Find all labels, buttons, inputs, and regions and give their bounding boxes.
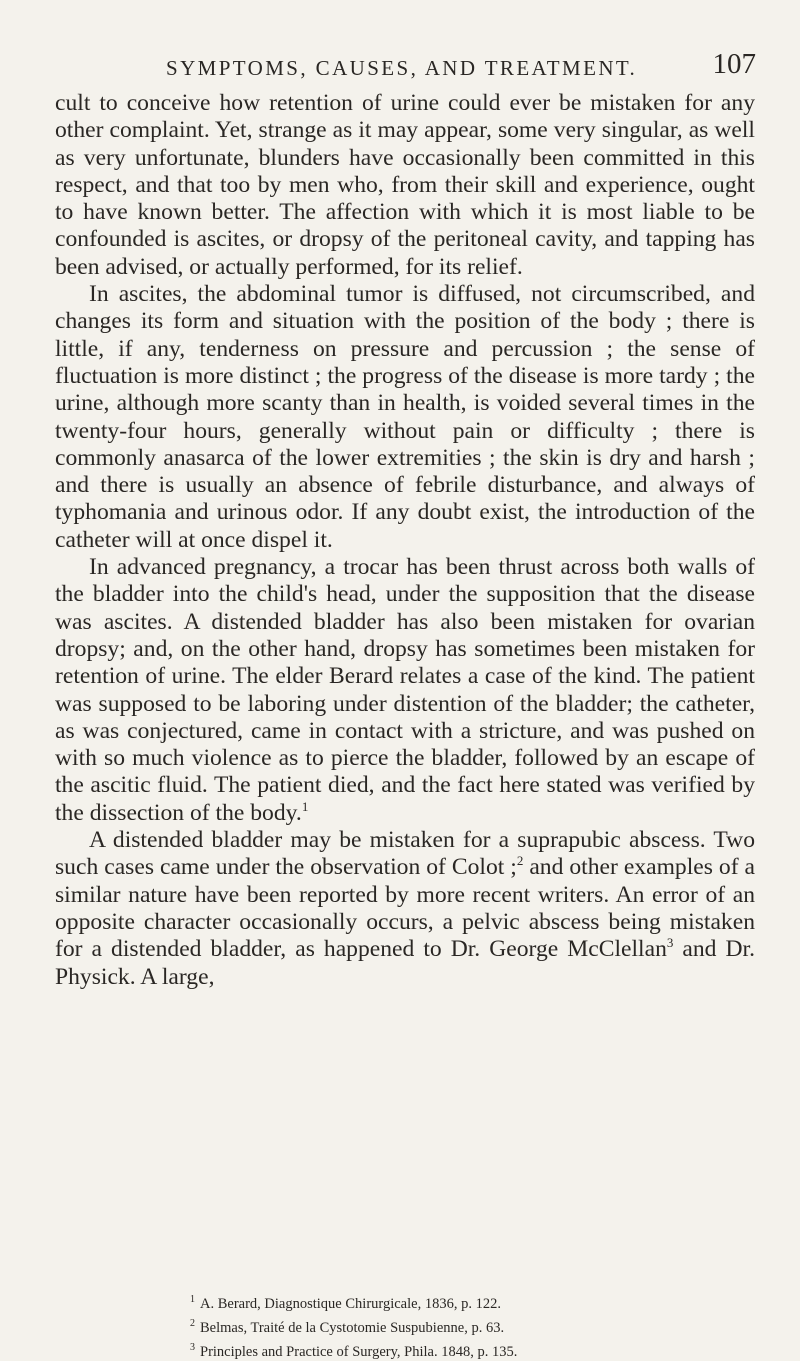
paragraph-4 — [55, 827, 755, 991]
paragraph-1: cult to conceive how retention of urine could ever be mistaken for any other complaint. Yet, strange as it may appear, some very singular, as well as very unfortunate, blunders have occasionally been committed in this respect, and that too by men who, from their skill and experience, ought to have known better. The affection with which it is most liable to be confounded is ascites, or dropsy of the peritoneal cavity, and tapping has been advised, or actually performed, for its relief. — [55, 90, 755, 280]
paragraph-3 — [55, 554, 755, 827]
page-header — [66, 48, 756, 88]
footnote-text-1: A. Berard, Diagnostique Chirurgicale, 1836, p. 122. — [200, 1295, 501, 1312]
footnote-ref-3: 3 — [666, 935, 674, 951]
footnote-text-3: Principles and Practice of Surgery, Phila. 1848, p. 135. — [200, 1343, 518, 1360]
body-text — [55, 90, 755, 991]
paragraph-3-text: In advanced pregnancy, a trocar has been thrust across both walls of the bladder into the child's head, under the supposition that the disease was ascites. A distended bladder has also been mistaken for ovarian dropsy; and, on the other hand, dropsy has sometimes been mistaken for retention of urine. The elder Berard relates a case of the kind. The patient was supposed to be laboring under distention of the bladder; the catheter, as was conjectured, came in contact with a stricture, and was pushed on with so much violence as to pierce the bladder, followed by an escape of the ascitic fluid. The patient died, and the fact here stated was verified by the dissection of the body. — [55, 554, 755, 826]
footnote-mark-2: 2 — [190, 1317, 195, 1329]
paragraph-4-text-a: A distended bladder may be mistaken for a suprapubic abscess. Two such cases came under the observation of Colot ; — [55, 827, 755, 881]
footnote-ref-2: 2 — [516, 853, 524, 869]
page-number: 107 — [712, 48, 756, 80]
paragraph-2: In ascites, the abdominal tumor is diffused, not circumscribed, and changes its form and situation with the position of the body ; there is little, if any, tenderness on pressure and percussion ; the sense of fluctuation is more distinct ; the progress of the disease is more tardy ; the urine, although more scanty than in health, is voided several times in the twenty-four hours, generally without pain or difficulty ; there is commonly anasarca of the lower extremities ; the skin is dry and harsh ; and there is usually an absence of febrile disturbance, and always of typhomania and urinous odor. If any doubt exist, the introduction of the catheter will at once dispel it. — [55, 281, 755, 553]
footnote-ref-1: 1 — [301, 798, 309, 814]
running-head: SYMPTOMS, CAUSES, AND TREATMENT. — [166, 56, 638, 80]
footnote-mark-3: 3 — [190, 1341, 195, 1353]
footnote-1 — [190, 1290, 750, 1314]
footnotes — [190, 1290, 750, 1361]
footnote-text-2: Belmas, Traité de la Cystotomie Suspubienne, p. 63. — [200, 1319, 505, 1336]
footnote-2 — [190, 1314, 750, 1338]
footnote-mark-1: 1 — [190, 1294, 195, 1305]
footnote-3 — [190, 1338, 750, 1361]
paragraph-4-text-c: and Dr. Physick. A large, — [55, 936, 755, 990]
paragraph-4-text-b: and other examples of a similar nature have been reported by more recent writers. An error of an opposite character occasionally occurs, a pelvic abscess being mistaken for a distended bladder, as happened to Dr. George McClellan — [55, 854, 755, 963]
